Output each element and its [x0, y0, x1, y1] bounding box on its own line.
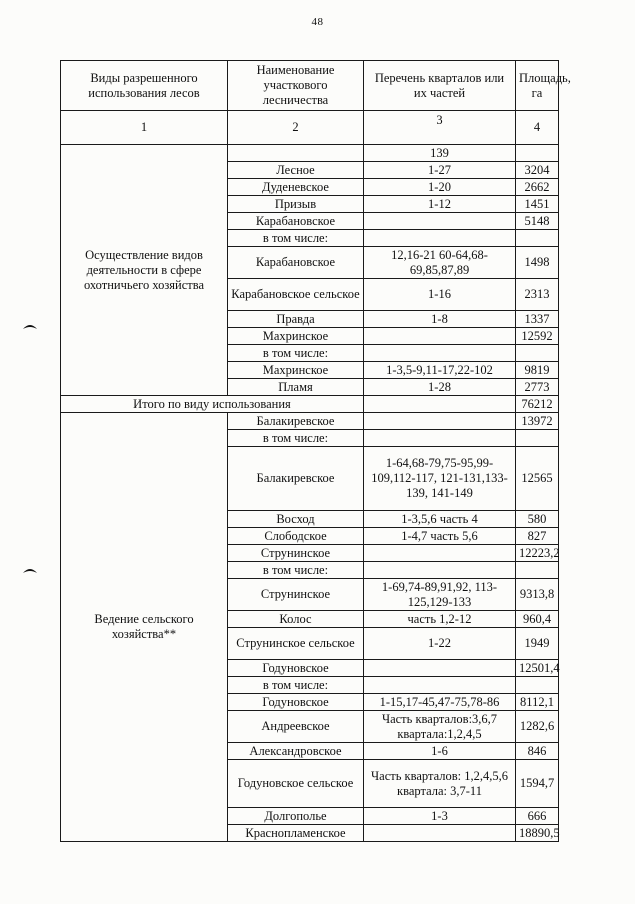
forestry-name: в том числе: [228, 430, 364, 447]
header-row [61, 61, 559, 111]
forestry-name: Махринское [228, 362, 364, 379]
quarters [364, 660, 516, 677]
forestry-name: Балакиревское [228, 447, 364, 511]
forestry-name: Годуновское [228, 694, 364, 711]
quarters: 1-3,5-9,11-17,22-102 [364, 362, 516, 379]
forestry-name: Махринское [228, 328, 364, 345]
forestry-name: Балакиревское [228, 413, 364, 430]
quarters [364, 396, 516, 413]
area: 1594,7 [516, 760, 559, 808]
use-type-agriculture: Ведение сельского хозяйства** [61, 413, 228, 842]
quarters: 1-64,68-79,75-95,99-109,112-117, 121-131,133-139, 141-149 [364, 447, 516, 511]
quarters [364, 328, 516, 345]
forestry-name: Дуденевское [228, 179, 364, 196]
column-number: 4 [516, 111, 559, 145]
header-forestry-name: Наименование участкового лесничества [228, 61, 364, 111]
forestry-name: Лесное [228, 162, 364, 179]
header-use-type: Виды разрешенного использования лесов [61, 61, 228, 111]
quarters [364, 230, 516, 247]
forestry-name: Краснопламенское [228, 825, 364, 842]
quarters: 1-15,17-45,47-75,78-86 [364, 694, 516, 711]
column-number-row [61, 111, 559, 145]
column-number: 3 [364, 111, 516, 145]
area: 8112,1 [516, 694, 559, 711]
forestry-name: Восход [228, 511, 364, 528]
forestry-name: Призыв [228, 196, 364, 213]
header-quarters: Перечень кварталов или их частей [364, 61, 516, 111]
quarters: 1-69,74-89,91,92, 113-125,129-133 [364, 579, 516, 611]
quarters: 1-16 [364, 279, 516, 311]
forestry-name: в том числе: [228, 230, 364, 247]
forestry-name: Карабановское [228, 247, 364, 279]
area: 9819 [516, 362, 559, 379]
quarters [364, 562, 516, 579]
area: 12223,2 [516, 545, 559, 562]
forestry-name: Карабановское [228, 213, 364, 230]
binding-hole-mark-top [22, 322, 38, 330]
forestry-name: Правда [228, 311, 364, 328]
area: 846 [516, 743, 559, 760]
use-type-hunting: Осуществление видов деятельности в сфере охотничьего хозяйства [61, 145, 228, 396]
quarters [364, 825, 516, 842]
quarters [364, 677, 516, 694]
area: 2662 [516, 179, 559, 196]
binding-hole-mark-bottom [22, 566, 38, 574]
total-label: Итого по виду использования [61, 396, 364, 413]
quarters: 1-3 [364, 808, 516, 825]
forestry-name: Андреевское [228, 711, 364, 743]
area: 12592 [516, 328, 559, 345]
column-number: 2 [228, 111, 364, 145]
forestry-name: Годуновское сельское [228, 760, 364, 808]
area: 12565 [516, 447, 559, 511]
total-area: 76212 [516, 396, 559, 413]
forestry-name: Пламя [228, 379, 364, 396]
forestry-name: Александровское [228, 743, 364, 760]
forestry-name: Струнинское [228, 545, 364, 562]
area: 12501,4 [516, 660, 559, 677]
quarters: Часть кварталов: 1,2,4,5,6 квартала: 3,7-11 [364, 760, 516, 808]
total-row [61, 396, 559, 413]
area: 3204 [516, 162, 559, 179]
area [516, 345, 559, 362]
forest-use-table [60, 60, 571, 842]
quarters: 1-4,7 часть 5,6 [364, 528, 516, 545]
quarters: 139 [364, 145, 516, 162]
quarters [364, 413, 516, 430]
area: 1337 [516, 311, 559, 328]
area: 5148 [516, 213, 559, 230]
quarters: 1-20 [364, 179, 516, 196]
area: 1451 [516, 196, 559, 213]
quarters: часть 1,2-12 [364, 611, 516, 628]
quarters: 1-27 [364, 162, 516, 179]
quarters: 1-8 [364, 311, 516, 328]
quarters: 12,16-21 60-64,68-69,85,87,89 [364, 247, 516, 279]
forestry-name: Колос [228, 611, 364, 628]
forestry-name: Карабановское сельское [228, 279, 364, 311]
area: 9313,8 [516, 579, 559, 611]
area [516, 230, 559, 247]
area: 18890,5 [516, 825, 559, 842]
column-number: 1 [61, 111, 228, 145]
forestry-name: в том числе: [228, 345, 364, 362]
quarters: 1-28 [364, 379, 516, 396]
forestry-name: Струнинское [228, 579, 364, 611]
quarters: 1-12 [364, 196, 516, 213]
area: 1949 [516, 628, 559, 660]
page-number: 48 [311, 16, 324, 28]
area [516, 562, 559, 579]
area: 827 [516, 528, 559, 545]
area: 2313 [516, 279, 559, 311]
table-row [61, 413, 559, 430]
area: 13972 [516, 413, 559, 430]
area [516, 145, 559, 162]
forestry-name: Струнинское сельское [228, 628, 364, 660]
forestry-name: Слободское [228, 528, 364, 545]
quarters [364, 213, 516, 230]
area: 580 [516, 511, 559, 528]
header-area: Площадь, га [516, 61, 559, 111]
area: 666 [516, 808, 559, 825]
quarters: 1-3,5,6 часть 4 [364, 511, 516, 528]
area: 960,4 [516, 611, 559, 628]
quarters [364, 430, 516, 447]
quarters: 1-6 [364, 743, 516, 760]
forestry-name: в том числе: [228, 562, 364, 579]
quarters: 1-22 [364, 628, 516, 660]
area [516, 677, 559, 694]
area: 1282,6 [516, 711, 559, 743]
forestry-name [228, 145, 364, 162]
area: 2773 [516, 379, 559, 396]
forestry-name: в том числе: [228, 677, 364, 694]
quarters: Часть кварталов:3,6,7 квартала:1,2,4,5 [364, 711, 516, 743]
forestry-name: Долгополье [228, 808, 364, 825]
forestry-name: Годуновское [228, 660, 364, 677]
quarters [364, 545, 516, 562]
quarters [364, 345, 516, 362]
area [516, 430, 559, 447]
table-row [61, 145, 559, 162]
area: 1498 [516, 247, 559, 279]
